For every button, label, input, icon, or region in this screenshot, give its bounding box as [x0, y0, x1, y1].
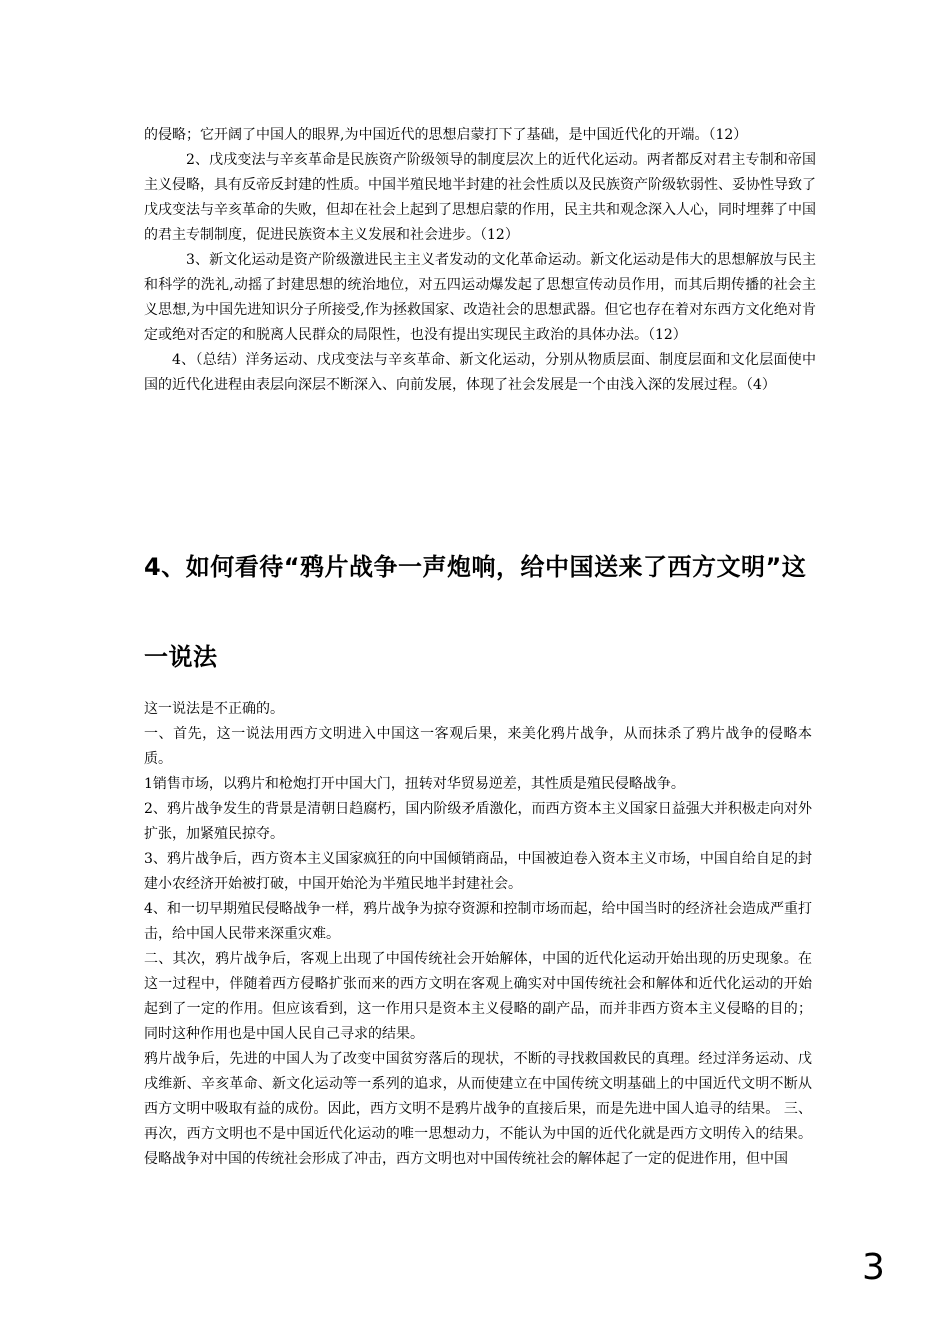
answer-point-two: 二、其次，鸦片战争后，客观上出现了中国传统社会开始解体，中国的近代化运动开始出现的历史现象。在这一过程中，伴随着西方侵略扩张而来的西方文明在客观上确实对中国传统社会和解体和近代化运动的开始起到了一定的作用。但应该看到，这一作用只是资本主义侵略的副产品，而并非西方资本主义侵略的目的；同时这种作用也是中国人民自己寻求的结果。	[144, 951, 812, 1042]
answer-point-one: 一、首先，这一说法用西方文明进入中国这一客观后果，来美化鸦片战争，从而抹杀了鸦片战争的侵略本质。	[144, 726, 812, 767]
page-number: 3	[862, 1247, 885, 1288]
question-heading: 4、如何看待“鸦片战争一声炮响，给中国送来了西方文明”这一说法	[144, 553, 807, 671]
paragraph-westernization-end: 的侵略；它开阔了中国人的眼界,为中国近代的思想启蒙打下了基础，是中国近代化的开端。（12）	[144, 127, 748, 143]
answer-subpoint-4: 4、和一切早期殖民侵略战争一样，鸦片战争为掠夺资源和控制市场而起，给中国当时的经济社会造成严重打击，给中国人民带来深重灾难。	[144, 901, 812, 942]
answer-section	[144, 697, 812, 1172]
paragraph-summary: 4、（总结）洋务运动、戊戌变法与辛亥革命、新文化运动，分别从物质层面、制度层面和文化层面使中国的近代化进程由表层向深层不断深入、向前发展，体现了社会发展是一个由浅入深的发展过程。（4）	[144, 352, 816, 393]
answer-subpoint-3: 3、鸦片战争后，西方资本主义国家疯狂的向中国倾销商品，中国被迫卷入资本主义市场，中国自给自足的封建小农经济开始被打破，中国开始沦为半殖民地半封建社会。	[144, 851, 812, 892]
answer-point-two-cont: 鸦片战争后，先进的中国人为了改变中国贫穷落后的现状，不断的寻找救国救民的真理。经过洋务运动、戊戌维新、辛亥革命、新文化运动等一系列的追求，从而使建立在中国传统文明基础上的中国近代文明不断从西方文明中吸取有益的成份。因此，西方文明不是鸦片战争的直接后果，而是先进中国人追寻的结果。 三、再次，西方文明也不是中国近代化运动的唯一思想动力，不能认为中国的近代化就是西方文明传入的结果。 侵略战争对中国的传统社会形成了冲击，西方文明也对中国传统社会的解体起了一定的促进作用，但中国	[144, 1051, 812, 1167]
paragraph-new-culture: 3、新文化运动是资产阶级激进民主主义者发动的文化革命运动。新文化运动是伟大的思想解放与民主和科学的洗礼,动摇了封建思想的统治地位，对五四运动爆发起了思想宣传动员作用，而其后期传播的社会主义思想,为中国先进知识分子所接受,作为拯救国家、改造社会的思想武器。但它也存在着对东西方文化绝对肯定或绝对否定的和脱离人民群众的局限性，也没有提出实现民主政治的具体办法。（12）	[144, 252, 816, 343]
answer-subpoint-1: 1销售市场，以鸦片和枪炮打开中国大门，扭转对华贸易逆差，其性质是殖民侵略战争。	[144, 776, 685, 792]
paragraph-reform-revolution: 2、戊戌变法与辛亥革命是民族资产阶级领导的制度层次上的近代化运动。两者都反对君主专制和帝国主义侵略，具有反帝反封建的性质。中国半殖民地半封建的社会性质以及民族资产阶级软弱性、妥协性导致了戊戌变法与辛亥革命的失败，但却在社会上起到了思想启蒙的作用，民主共和观念深入人心，同时埋葬了中国的君主专制制度，促进民族资本主义发展和社会进步。（12）	[144, 152, 816, 243]
continued-section	[144, 123, 816, 398]
answer-thesis: 这一说法是不正确的。	[144, 701, 284, 717]
answer-subpoint-2: 2、鸦片战争发生的背景是清朝日趋腐朽，国内阶级矛盾激化，而西方资本主义国家日益强大并积极走向对外扩张，加紧殖民掠夺。	[144, 801, 812, 842]
